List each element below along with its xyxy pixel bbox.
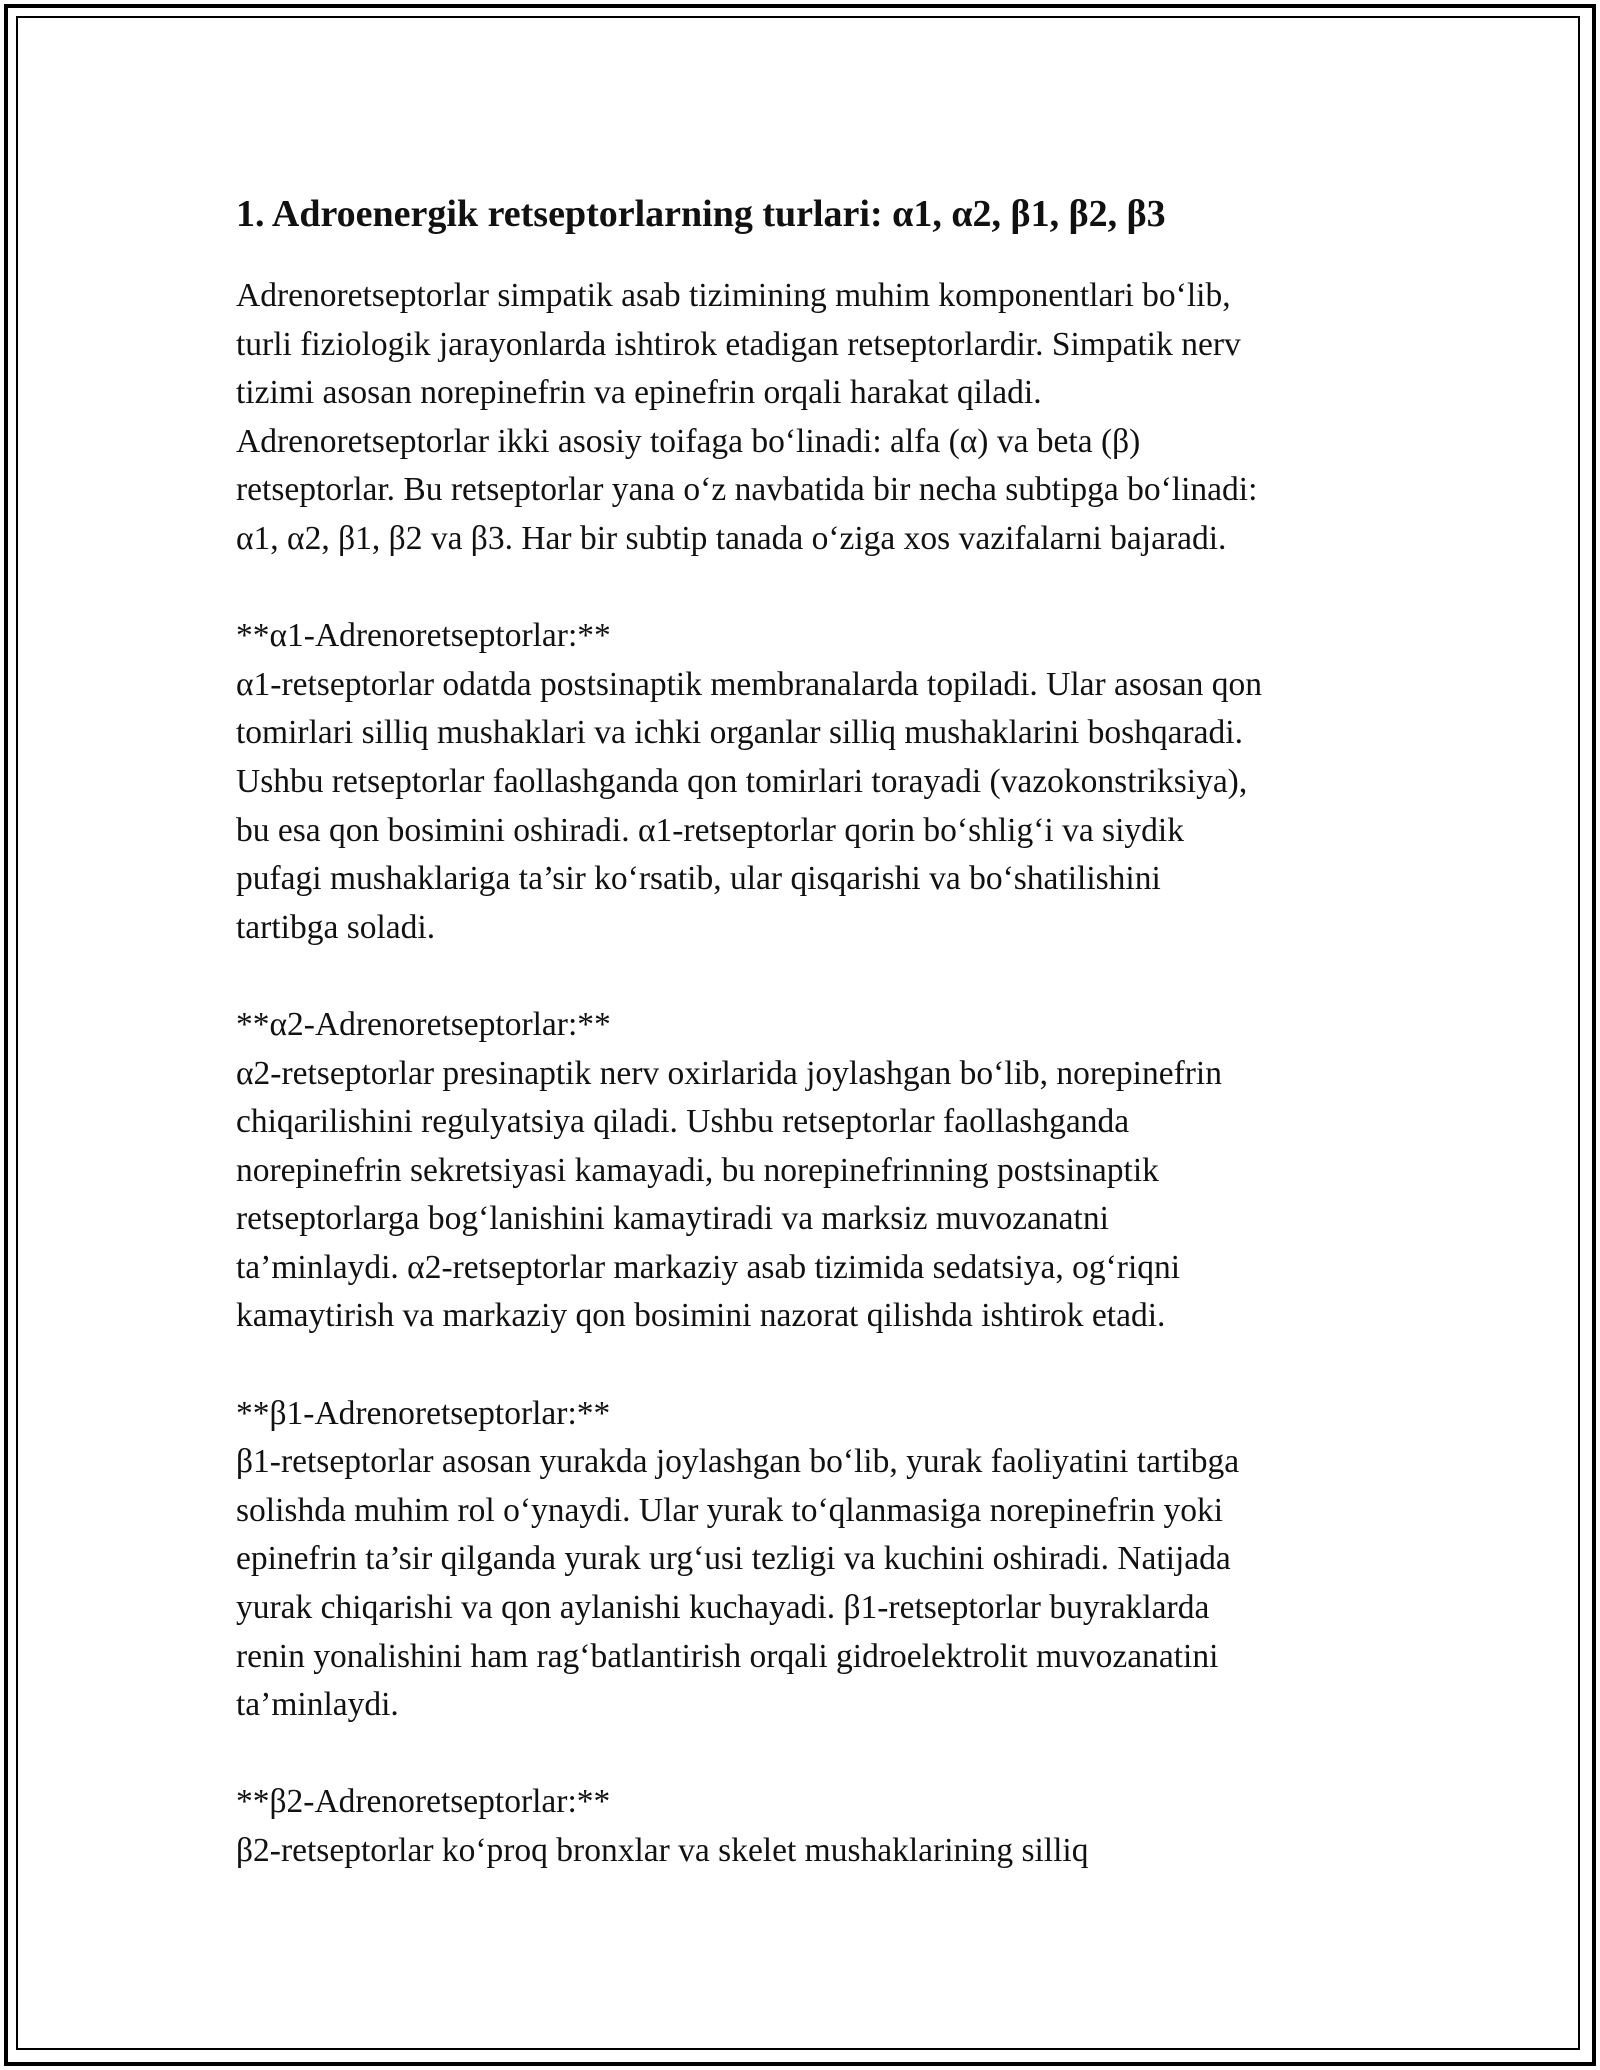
paragraph-gap	[236, 952, 1386, 1001]
paragraph-gap	[236, 1341, 1386, 1390]
section-heading-alpha1: **α1-Adrenoretseptorlar:**	[236, 617, 611, 655]
intro-paragraph: Adrenoretseptorlar simpatik asab tizimining muhim komponentlari bo‘lib, turli fiziologik jarayonlarda ishtirok etadigan retseptorlardir. Simpatik nerv tizimi asosan norepinefrin va epinefrin orqali harakat qiladi. Adrenoretseptorlar ikki asosiy toifaga bo‘linadi: alfa (α) va beta (β) retseptorlar. Bu retseptorlar yana o‘z navbatida bir necha subtipga bo‘linadi: α1, α2, β1, β2 va β3. Har bir subtip tanada o‘ziga xos vazifalarni bajaradi.	[236, 277, 1258, 557]
section-body-beta2: β2-retseptorlar ko‘proq bronxlar va skelet mushaklarining silliq	[236, 1832, 1089, 1869]
section-body-alpha1: α1-retseptorlar odatda postsinaptik membranalarda topiladi. Ular asosan qon tomirlari silliq mushaklari va ichki organlar silliq mushaklarini boshqaradi. Ushbu retseptorlar faollashganda qon tomirlari torayadi (vazokonstriksiya), bu esa qon bosimini oshiradi. α1-retseptorlar qorin bo‘shlig‘i va siydik pufagi mushaklariga ta’sir ko‘rsatib, ular qisqarishi va bo‘shatilishini tartibga soladi.	[236, 665, 1262, 946]
document-body	[236, 182, 1386, 1876]
section-heading-alpha2: **α2-Adrenoretseptorlar:**	[236, 1005, 611, 1043]
document-title: 1. Adroenergik retseptorlarning turlari: α1, α2, β1, β2, β3	[236, 193, 1166, 235]
section-body-alpha2: α2-retseptorlar presinaptik nerv oxirlarida joylashgan bo‘lib, norepinefrin chiqarilishini regulyatsiya qiladi. Ushbu retseptorlar faollashganda norepinefrin sekretsiyasi kamayadi, bu norepinefrinning postsinaptik retseptorlarga bog‘lanishini kamaytiradi va marksiz muvozanatni ta’minlaydi. α2-retseptorlar markaziy asab tizimida sedatsiya, og‘riqni kamaytirish va markaziy qon bosimini nazorat qilishda ishtirok etadi.	[236, 1054, 1222, 1335]
paragraph-gap	[236, 1730, 1386, 1779]
paragraph-gap	[236, 564, 1386, 613]
section-heading-beta2: **β2-Adrenoretseptorlar:**	[236, 1783, 611, 1821]
section-heading-beta1: **β1-Adrenoretseptorlar:**	[236, 1394, 611, 1432]
section-body-beta1: β1-retseptorlar asosan yurakda joylashgan bo‘lib, yurak faoliyatini tartibga solishda muhim rol o‘ynaydi. Ular yurak to‘qlanmasiga norepinefrin yoki epinefrin ta’sir qilganda yurak urg‘usi tezligi va kuchini oshiradi. Natijada yurak chiqarishi va qon aylanishi kuchayadi. β1-retseptorlar buyraklarda renin yonalishini ham rag‘batlantirish orqali gidroelektrolit muvozanatini ta’minlaydi.	[236, 1443, 1240, 1724]
